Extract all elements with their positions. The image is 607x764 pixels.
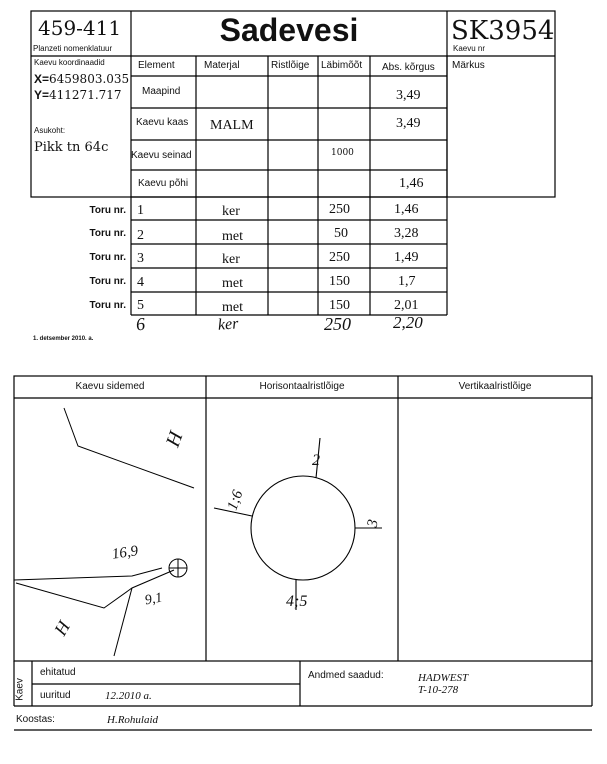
pipe-label: Toru nr. (89, 300, 126, 311)
building-outline-top (64, 408, 194, 488)
well-number: SK3954 (451, 16, 555, 46)
element-name: Kaevu kaas (136, 117, 189, 128)
element-height: 3,49 (396, 116, 421, 131)
author-value: H.Rohulaid (107, 714, 159, 726)
well-circle (251, 476, 355, 580)
pipe-height: 1,46 (394, 202, 419, 217)
pipe-label: Toru nr. (89, 205, 126, 216)
pipe-nr: 5 (137, 298, 144, 313)
pipe-mark-bottom: 4;5 (286, 593, 308, 610)
diagram-vertical-title: Vertikaalristlõige (458, 381, 532, 392)
element-name: Kaevu põhi (138, 178, 189, 189)
page-title: Sadevesi (219, 12, 359, 48)
well-number-label: Kaevu nr (453, 44, 486, 53)
pipe-diameter: 50 (334, 226, 348, 241)
coords-label: Kaevu koordinaadid (34, 58, 105, 67)
pipe-label: Toru nr. (89, 276, 126, 287)
pipe-mark-left: 1;6 (224, 488, 247, 513)
pipe-diameter: 150 (329, 274, 350, 289)
coord-x (34, 72, 129, 86)
pipe-diameter: 250 (329, 250, 350, 265)
pipe-nr: 3 (137, 251, 144, 266)
surr-dist-1: 16,9 (110, 543, 140, 563)
pipe-diameter: 250 (329, 202, 350, 217)
col-element: Element (138, 60, 175, 71)
pipe-height: 3,28 (394, 226, 419, 241)
pipe-nr: 4 (137, 275, 144, 290)
location-label: Asukoht: (34, 126, 66, 135)
element-name: Kaevu seinad (131, 150, 192, 161)
col-remarks: Märkus (452, 60, 485, 71)
data-source-label: Andmed saadud: (308, 670, 384, 681)
nomenclature-number: 459-411 (38, 16, 122, 40)
pipe-mark-right: 3 (364, 518, 382, 529)
data-source-value-2: T-10-278 (418, 684, 459, 696)
handwritten-pipe-diameter: 250 (324, 314, 351, 334)
col-abs-height: Abs. kõrgus (382, 62, 435, 73)
pipe-label: Toru nr. (89, 228, 126, 239)
surr-dist-2: 9,1 (143, 590, 164, 609)
surveyed-value: 12.2010 a. (105, 690, 152, 702)
handwritten-pipe-nr: 6 (134, 313, 146, 335)
dimension-line-16-9 (14, 568, 162, 580)
pipe-material: ker (222, 204, 240, 219)
pipe-material: met (222, 300, 243, 315)
col-material: Materjal (204, 60, 240, 71)
diagram-horizontal-title: Horisontaalristlõige (259, 381, 345, 392)
element-height: 1,46 (399, 176, 424, 191)
pipe-height: 1,49 (394, 250, 419, 265)
element-diameter: 1000 (331, 148, 354, 158)
pipe-material: met (222, 229, 243, 244)
handwritten-pipe-height: 2,20 (393, 313, 423, 332)
col-diameter: Läbimõõt (321, 60, 363, 71)
coord-y-value: 411271.717 (49, 88, 122, 102)
element-height: 3,49 (396, 88, 421, 103)
diagram-surroundings-title: Kaevu sidemed (75, 381, 145, 392)
pipe-label: Toru nr. (89, 252, 126, 263)
author-label: Koostas: (16, 714, 55, 725)
data-source-value-1: HADWEST (418, 672, 469, 684)
built-label: ehitatud (40, 667, 76, 678)
coord-x-label: X= (34, 72, 50, 86)
horizontal-section-sketch (206, 398, 398, 661)
pipe-diameter: 150 (329, 298, 350, 313)
coord-x-value: 6459803.035 (49, 72, 130, 86)
element-name: Maapind (142, 86, 181, 97)
surveyed-label: uuritud (40, 690, 71, 701)
date-note: 1. detsember 2010. a. (33, 336, 94, 342)
location-value: Pikk tn 64c (34, 140, 109, 155)
surr-label-top: H (161, 428, 188, 450)
pipe-mark-top: 2 (312, 452, 320, 469)
coord-y-label: Y= (34, 88, 50, 102)
pipe-material: met (222, 276, 243, 291)
element-material: MALM (210, 118, 254, 133)
pipe-nr: 1 (137, 203, 144, 218)
pipe-height: 2,01 (394, 298, 419, 313)
surr-label-bottom: H (50, 617, 74, 639)
nomenclature-label: Planzeti nomenklatuur (33, 44, 113, 53)
pipe-nr: 2 (137, 228, 144, 243)
building-edge (114, 588, 132, 656)
pipe-height: 1,7 (398, 274, 416, 289)
col-cross-section: Ristlõige (271, 60, 310, 71)
handwritten-pipe-material: ker (217, 315, 239, 334)
footer-side-label: Kaev (14, 678, 26, 701)
coord-y (34, 88, 122, 102)
pipe-material: ker (222, 252, 240, 267)
